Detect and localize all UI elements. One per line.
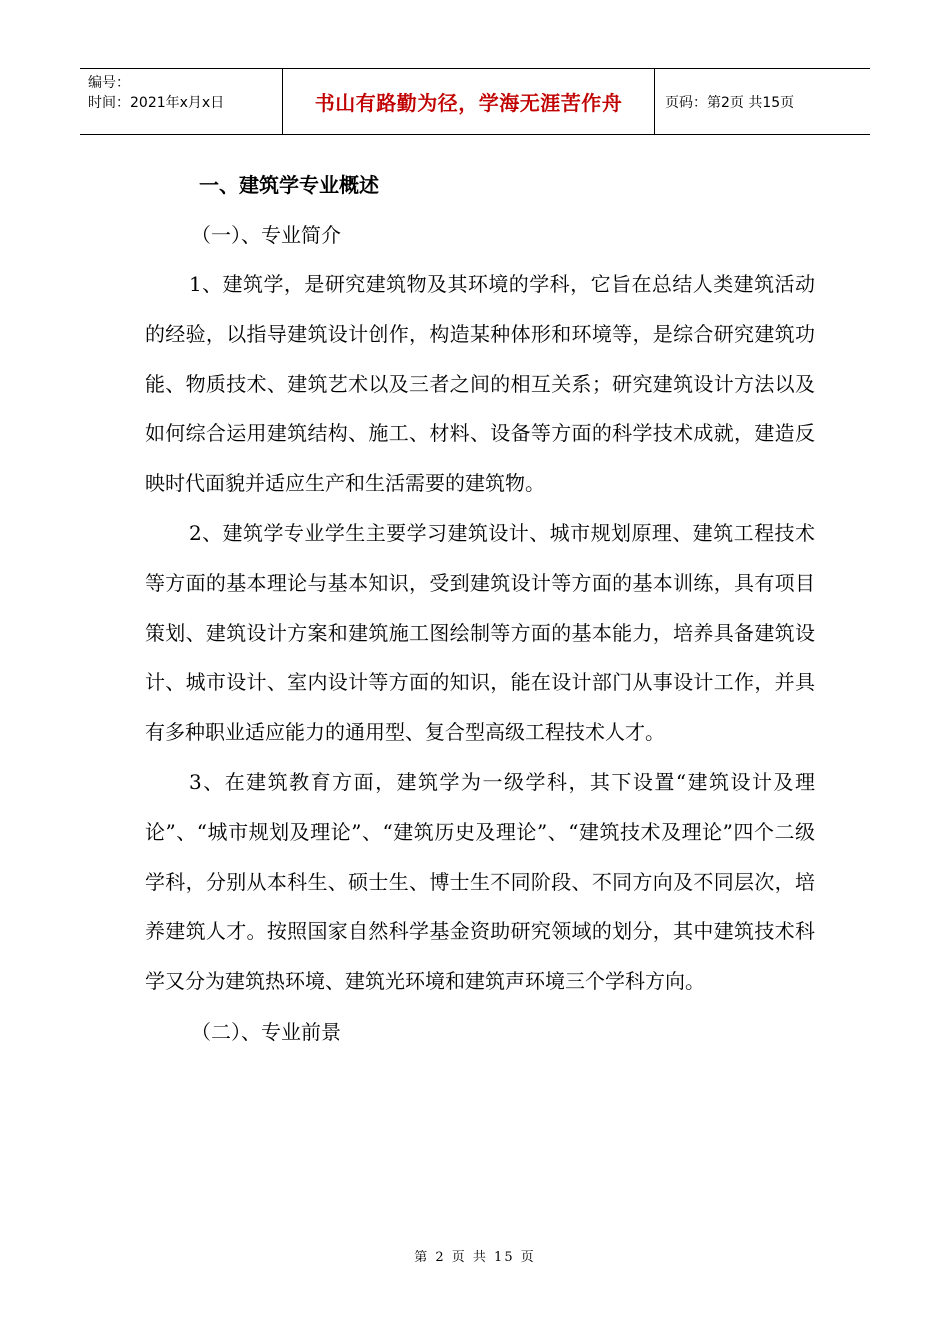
- paragraph-3: 3、在建筑教育方面，建筑学为一级学科，其下设置“建筑设计及理论”、“城市规划及理论”、“建筑历史及理论”、“建筑技术及理论”四个二级学科，分别从本科生、硕士生、博士生不同阶段、不同方向及不同层次，培养建筑人才。按照国家自然科学基金资助研究领域的划分，其中建筑技术科学又分为建筑热环境、建筑光环境和建筑声环境三个学科方向。: [145, 769, 815, 994]
- document-body: [145, 160, 815, 1057]
- time-label: 时间：2021年x月x日: [88, 95, 225, 111]
- document-header: [80, 68, 870, 135]
- section-heading: 一、建筑学专业概述: [199, 173, 379, 197]
- paragraph-2: 2、建筑学专业学生主要学习建筑设计、城市规划原理、建筑工程技术等方面的基本理论与基本知识，受到建筑设计等方面的基本训练，具有项目策划、建筑设计方案和建筑施工图绘制等方面的基本能力，培养具备建筑设计、城市设计、室内设计等方面的知识，能在设计部门从事设计工作，并具有多种职业适应能力的通用型、复合型高级工程技术人才。: [145, 520, 815, 745]
- subsection-title-intro: （一）、专业简介: [191, 223, 341, 247]
- subsection-title-prospects: （二）、专业前景: [191, 1019, 341, 1044]
- motto-text: 书山有路勤为径，学海无涯苦作舟: [314, 91, 623, 115]
- header-page-cell: [655, 69, 870, 134]
- header-meta-cell: [80, 69, 282, 134]
- page-info: 页码：第2页 共15页: [665, 94, 795, 111]
- paragraph-1: 1、建筑学，是研究建筑物及其环境的学科，它旨在总结人类建筑活动的经验，以指导建筑设计创作，构造某种体形和环境等，是综合研究建筑功能、物质技术、建筑艺术以及三者之间的相互关系；研究建筑设计方法以及如何综合运用建筑结构、施工、材料、设备等方面的科学技术成就，建造反映时代面貌并适应生产和生活需要的建筑物。: [145, 272, 815, 496]
- page-footer: 第 2 页 共 15 页: [414, 1250, 536, 1265]
- header-motto-cell: [282, 69, 655, 134]
- number-label: 编号：: [88, 75, 130, 91]
